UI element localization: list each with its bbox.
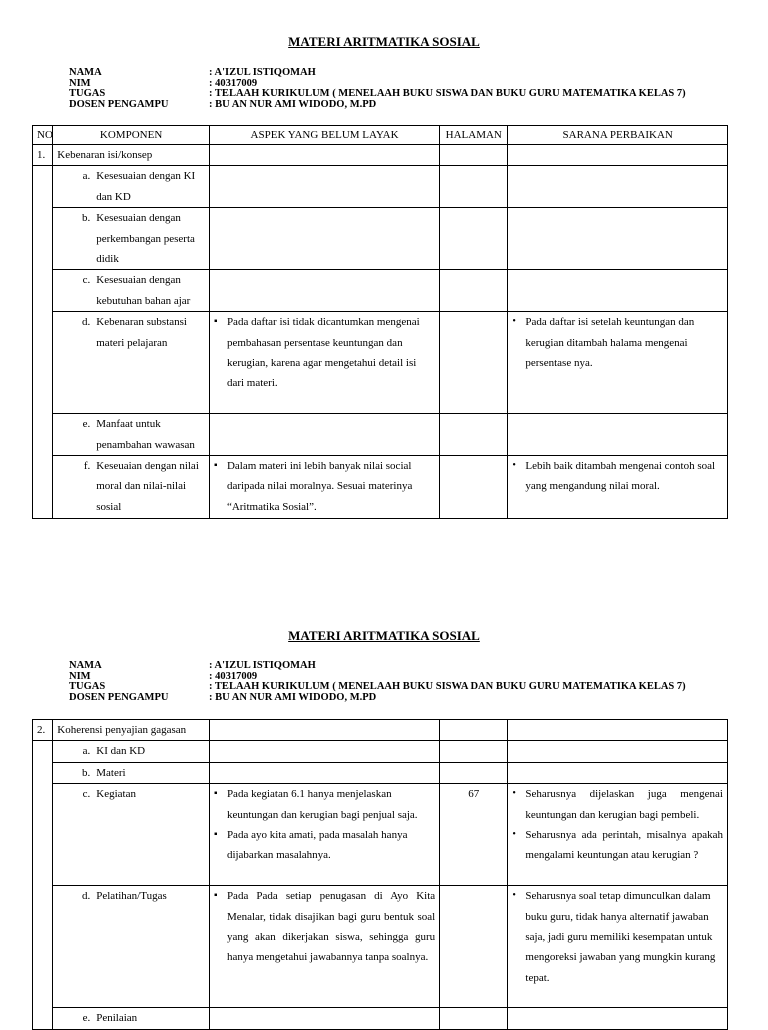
aspek-text: Pada Pada setiap penugasan di Ayo Kita Menalar, tidak disajikan bagi guru bentuk soal yang akan dikerjakan siswa, sehingga guru hanya mengetahui jawabannya tanpa soalnya. xyxy=(226,890,436,964)
row-letter: b. xyxy=(82,212,91,225)
row-letter: c. xyxy=(82,274,91,287)
nim-value: : 40317009 xyxy=(209,670,258,682)
row-letter: d. xyxy=(82,316,91,329)
table-row xyxy=(33,312,728,414)
student-info xyxy=(69,68,686,110)
aspek-text: Dalam materi ini lebih banyak nilai social daripada nilai moralnya. Sesuai materinya “Aritmatika Sosial”. xyxy=(226,460,413,513)
halaman-cell xyxy=(440,886,508,1008)
row-letter: e. xyxy=(82,1012,91,1025)
review-table-2 xyxy=(32,719,728,1030)
header-halaman: HALAMAN xyxy=(440,126,508,145)
aspek-text: Pada kegiatan 6.1 hanya menjelaskan keuntungan dan kerugian bagi penjual saja. xyxy=(226,788,418,821)
nim-label: NIM xyxy=(69,77,91,89)
table-row xyxy=(33,414,728,456)
bullet-icon: • xyxy=(512,788,516,800)
header-aspek: ASPEK YANG BELUM LAYAK xyxy=(209,126,439,145)
table-row xyxy=(33,456,728,519)
dosen-value: : BU AN NUR AMI WIDODO, M.PD xyxy=(209,98,377,110)
student-info xyxy=(69,661,686,703)
table-row xyxy=(33,886,728,1008)
sarana-text: Seharusnya dijelaskan juga mengenai keuntungan dan kerugian bagi pembeli. xyxy=(525,788,723,821)
header-no: NO xyxy=(33,126,53,145)
halaman-cell: 67 xyxy=(440,784,508,886)
section-no: 2. xyxy=(33,720,53,741)
table-header-row xyxy=(33,126,728,145)
row-letter: a. xyxy=(82,745,91,758)
nama-value: : A'IZUL ISTIQOMAH xyxy=(209,660,316,671)
review-table-1 xyxy=(32,125,728,519)
nim-label: NIM xyxy=(69,670,91,682)
sarana-text: Seharusnya ada perintah, misalnya apakah mengalami keuntungan atau kerugian ? xyxy=(525,829,723,862)
section-title: Kebenaran isi/konsep xyxy=(53,145,210,166)
table-row xyxy=(33,741,728,762)
bullet-icon: • xyxy=(512,890,516,902)
aspek-text: Pada ayo kita amati, pada masalah hanya dijabarkan masalahnya. xyxy=(226,829,408,862)
sarana-text: Lebih baik ditambah mengenai contoh soal yang mengandung nilai moral. xyxy=(525,460,716,493)
document-title: MATERI ARITMATIKA SOSIAL xyxy=(288,34,480,49)
tugas-label: TUGAS xyxy=(69,681,106,692)
bullet-icon: • xyxy=(512,460,516,472)
tugas-value: : TELAAH KURIKULUM ( MENELAAH BUKU SISWA DAN BUKU GURU MATEMATIKA KELAS 7) xyxy=(209,88,686,99)
table-row xyxy=(33,208,728,270)
aspek-text: Pada daftar isi tidak dicantumkan mengenai pembahasan persentase keuntungan dan kerugian, karena agar mengetahui detail isi dari materi. xyxy=(226,316,420,390)
row-komponen: Kesesuaian dengan perkembangan peserta didik xyxy=(96,212,195,266)
dosen-label: DOSEN PENGAMPU xyxy=(69,691,169,703)
table-row xyxy=(33,270,728,312)
row-letter: e. xyxy=(82,418,91,431)
nama-value: : A'IZUL ISTIQOMAH xyxy=(209,67,316,78)
row-komponen: Materi xyxy=(96,766,126,779)
halaman-cell xyxy=(440,456,508,519)
row-letter: b. xyxy=(82,766,91,779)
row-komponen: Pelatihan/Tugas xyxy=(96,890,167,903)
row-komponen: Manfaat untuk penambahan wawasan xyxy=(96,418,195,451)
bullet-icon: ▪ xyxy=(213,890,218,902)
row-letter: d. xyxy=(82,890,91,903)
bullet-icon: • xyxy=(512,829,516,841)
row-komponen: Penilaian xyxy=(96,1012,138,1025)
document-title: MATERI ARITMATIKA SOSIAL xyxy=(288,628,480,643)
nama-label: NAMA xyxy=(69,660,102,671)
bullet-icon: ▪ xyxy=(213,460,218,472)
sarana-text: Seharusnya soal tetap dimunculkan dalam buku guru, tidak hanya alternatif jawaban saja, jadi guru memiliki kesempatan untuk mengoreksi jawaban yang mungkin kurang tepat. xyxy=(525,890,716,984)
bullet-icon: ▪ xyxy=(213,316,218,328)
row-komponen: Kegiatan xyxy=(96,788,136,801)
halaman-cell xyxy=(440,312,508,414)
table-row xyxy=(33,1008,728,1029)
dosen-value: : BU AN NUR AMI WIDODO, M.PD xyxy=(209,691,377,703)
bullet-icon: • xyxy=(512,316,516,328)
dosen-label: DOSEN PENGAMPU xyxy=(69,98,169,110)
bullet-icon: ▪ xyxy=(213,788,218,800)
bullet-icon: ▪ xyxy=(213,829,218,841)
nama-label: NAMA xyxy=(69,67,102,78)
table-row xyxy=(33,166,728,208)
nim-value: : 40317009 xyxy=(209,77,258,89)
table-row xyxy=(33,762,728,783)
table-row xyxy=(33,720,728,741)
table-row xyxy=(33,784,728,886)
header-sarana: SARANA PERBAIKAN xyxy=(508,126,728,145)
row-komponen: Kesesuaian dengan KI dan KD xyxy=(96,170,196,203)
row-letter: c. xyxy=(82,788,91,801)
sarana-text: Pada daftar isi setelah keuntungan dan kerugian ditambah halama mengenai persentase nya. xyxy=(525,316,695,370)
tugas-label: TUGAS xyxy=(69,88,106,99)
row-komponen: Kebenaran substansi materi pelajaran xyxy=(96,316,187,349)
row-letter: f. xyxy=(83,460,91,473)
row-komponen: Keseuaian dengan nilai moral dan nilai-nilai sosial xyxy=(96,460,199,513)
header-komponen: KOMPONEN xyxy=(53,126,210,145)
row-komponen: Kesesuaian dengan kebutuhan bahan ajar xyxy=(96,274,191,307)
section-no: 1. xyxy=(33,145,53,166)
section-title: Koherensi penyajian gagasan xyxy=(53,720,210,741)
tugas-value: : TELAAH KURIKULUM ( MENELAAH BUKU SISWA DAN BUKU GURU MATEMATIKA KELAS 7) xyxy=(209,681,686,692)
table-row xyxy=(33,145,728,166)
row-komponen: KI dan KD xyxy=(96,745,146,758)
row-letter: a. xyxy=(82,170,91,183)
